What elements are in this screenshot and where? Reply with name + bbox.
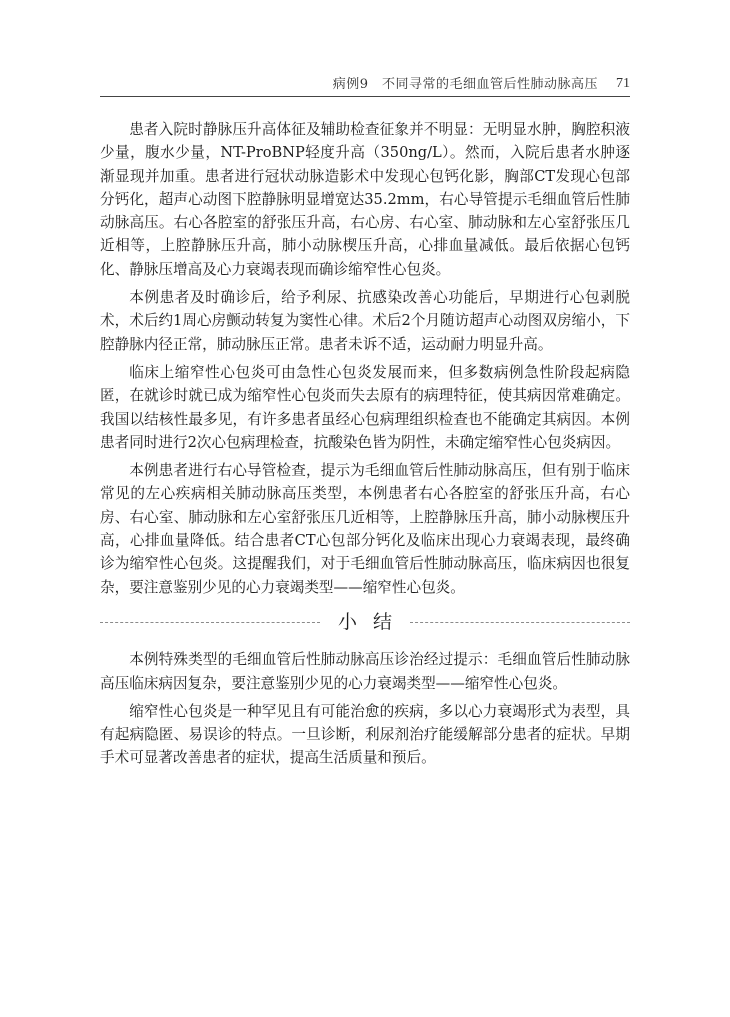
divider-line-right <box>410 622 630 623</box>
running-head <box>100 72 630 92</box>
header-rule <box>100 96 630 97</box>
running-head-title: 病例9 不同寻常的毛细血管后性肺动脉高压 <box>332 77 598 92</box>
paragraph: 本例患者进行右心导管检查，提示为毛细血管后性肺动脉高压，但有别于临床常见的左心疾病相关肺动脉高压类型，本例患者右心各腔室的舒张压升高，右心房、右心室、肺动脉和左心室舒张压几近相等，上腔静脉压升高，肺小动脉楔压升高，心排血量降低。结合患者CT心包部分钙化及临床出现心力衰竭表现，最终确诊为缩窄性心包炎。这提醒我们，对于毛细血管后性肺动脉高压，临床病因也很复杂，要注意鉴别少见的心力衰竭类型——缩窄性心包炎。 <box>100 462 630 596</box>
summary-paragraph: 本例特殊类型的毛细血管后性肺动脉高压诊治经过提示：毛细血管后性肺动脉高压临床病因复杂，要注意鉴别少见的心力衰竭类型——缩窄性心包炎。 <box>100 651 630 692</box>
section-title: 小结 <box>338 610 409 633</box>
body-text <box>100 118 630 775</box>
paragraph: 本例患者及时确诊后，给予利尿、抗感染改善心功能后，早期进行心包剥脱术，术后约1周心房颤动转复为窦性心律。术后2个月随访超声心动图双房缩小，下腔静脉内径正常，肺动脉压正常。患者未诉不适，运动耐力明显升高。 <box>100 289 630 353</box>
paragraph: 患者入院时静脉压升高体征及辅助检查征象并不明显：无明显水肿，胸腔积液少量，腹水少量，NT-ProBNP轻度升高（350ng/L）。然而，入院后患者水肿逐渐显现并加重。患者进行冠状动脉造影术中发现心包钙化影，胸部CT发现心包部分钙化，超声心动图下腔静脉明显增宽达35.2mm，右心导管提示毛细血管后性肺动脉高压。右心各腔室的舒张压升高，右心房、右心室、肺动脉和左心室舒张压几近相等，上腔静脉压升高，肺小动脉楔压升高，心排血量减低。最后依据心包钙化、静脉压增高及心力衰竭表现而确诊缩窄性心包炎。 <box>100 121 630 278</box>
page-number: 71 <box>616 76 630 91</box>
paragraph: 临床上缩窄性心包炎可由急性心包炎发展而来，但多数病例急性阶段起病隐匿，在就诊时就已成为缩窄性心包炎而失去原有的病理特征，使其病因常难确定。我国以结核性最多见，有许多患者虽经心包病理组织检查也不能确定其病因。本例患者同时进行2次心包病理检查，抗酸染色皆为阴性，未确定缩窄性心包炎病因。 <box>100 363 630 451</box>
summary-paragraph: 缩窄性心包炎是一种罕见且有可能治愈的疾病，多以心力衰竭形式为表型，具有起病隐匿、易误诊的特点。一旦诊断，利尿剂治疗能缓解部分患者的症状。早期手术可显著改善患者的症状，提高生活质量和预后。 <box>100 702 630 767</box>
summary-section-header <box>100 611 630 634</box>
divider-line-left <box>100 622 320 623</box>
